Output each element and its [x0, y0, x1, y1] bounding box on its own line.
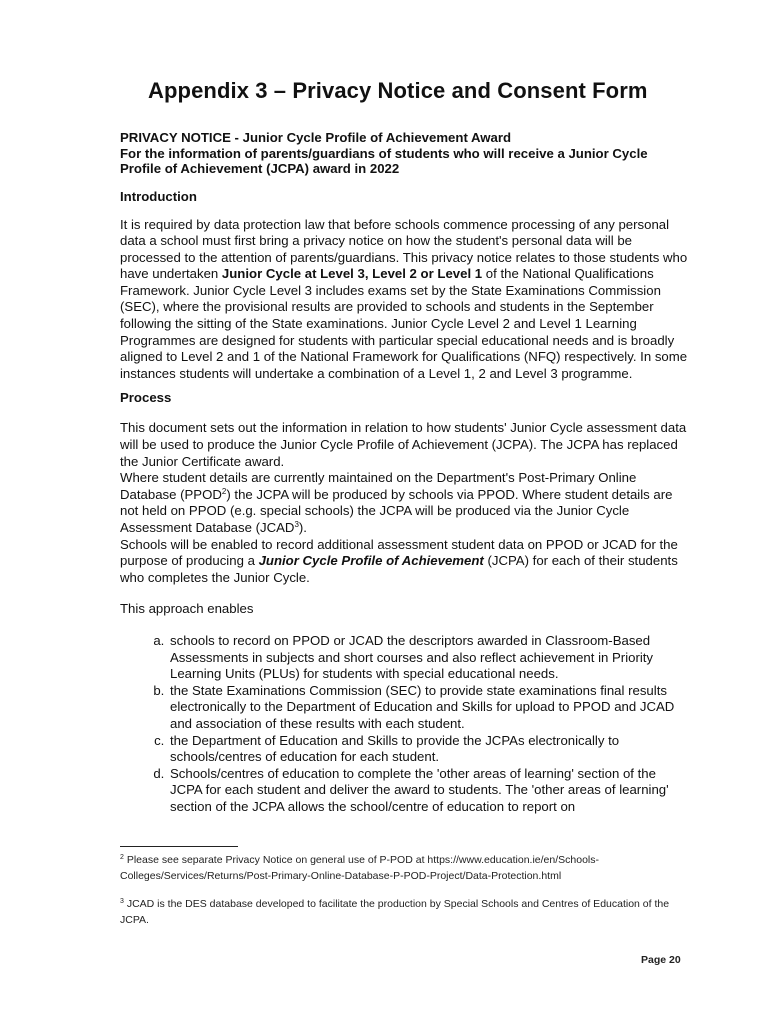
enables-list [120, 633, 688, 816]
list-item: b. the State Examinations Commission (SEC) to provide state examinations final results electronically to the Department of Education and Skills for upload to PPOD and JCAD and association of these results with each student. [168, 683, 688, 733]
process-body [120, 420, 688, 586]
privacy-notice-heading: PRIVACY NOTICE - Junior Cycle Profile of Achievement Award [120, 130, 512, 145]
privacy-notice-subheading: For the information of parents/guardians of students who will receive a Junior Cycle Profile of Achievement (JCPA) award in 2022 [120, 145, 648, 176]
footnote-3: $^3$ JCAD is the DES database developed to facilitate the production by Special Schools and Centres of Education of the JCPA. [120, 898, 670, 926]
footnotes [120, 852, 700, 928]
approach-enables-text: This approach enables [120, 601, 254, 617]
footnote-divider [120, 846, 238, 847]
document-body [120, 130, 688, 816]
footnote-ref-2: 2 [221, 486, 227, 496]
list-item: a. schools to record on PPOD or JCAD the descriptors awarded in Classroom-Based Assessments in subjects and short courses and also reflect achievement in Priority Learning Units (PLUs) for students with special educational needs. [168, 633, 688, 683]
junior-cycle-levels: Junior Cycle at Level 3, Level 2 or Level 1 [221, 266, 483, 282]
process-heading: Process [120, 390, 172, 406]
list-item: c. the Department of Education and Skills to provide the JCPAs electronically to schools/centres of education for each student. [168, 733, 688, 766]
footnote-2: $^2$ Please see separate Privacy Notice on general use of P-POD at https://www.education.ie/en/Schools-Colleges/Services/Returns/Post-Primary-Online-Database-P-POD-Project/Data-Protection.html [120, 854, 599, 882]
introduction-paragraph: It is required by data protection law that before schools commence processing of any personal data a school must first bring a privacy notice on how the student's personal data will be processed to the attention of parents/guardians. This privacy notice relates to those students who have undertaken Junior Cycle at Level 3, Level 2 or Level 1 of the National Qualifications Framework. Junior Cycle Level 3 includes exams set by the State Examinations Commission (SEC), where the provisional results are provided to schools and students in the September following the sitting of the State examinations. Junior Cycle Level 2 and Level 1 Learning Programmes are designed for students with particular special educational needs and is broadly aligned to Level 2 and 1 of the National Framework for Qualifications (NFQ) respectively. In some instances students will undertake a combination of a Level 1, 2 and Level 3 programme. [120, 216, 688, 381]
footnote-ref-3: 3 [294, 520, 299, 529]
list-item: d. Schools/centres of education to complete the 'other areas of learning' section of the JCPA for each student and deliver the award to students. The 'other areas of learning' section of the JCPA allows the school/centre of education to report on [168, 766, 688, 816]
process-paragraph-1: This document sets out the information in relation to how students' Junior Cycle assessment data will be used to produce the Junior Cycle Profile of Achievement (JCPA). The JCPA has replaced the Junior Certificate award. [120, 420, 687, 469]
page-title: Appendix 3 – Privacy Notice and Consent Form [148, 78, 648, 103]
page-number: Page 20 [641, 954, 681, 966]
introduction-heading: Introduction [120, 188, 197, 204]
process-paragraph-3: Schools will be enabled to record additional assessment student data on PPOD or JCAD for the purpose of producing a Junior Cycle Profile of Achievement (JCPA) for each of their students who completes the Junior Cycle. [120, 536, 678, 585]
process-paragraph-2: Where student details are currently maintained on the Department's Post-Primary Online Database (PPOD$^2$) the JCPA will be produced by schools via PPOD. Where student details are not held on PPOD (e.g. special schools) the JCPA will be produced via the Junior Cycle Assessment Database (JCAD$^3$). [120, 470, 673, 535]
jcpa-emphasis: Junior Cycle Profile of Achievement [258, 553, 484, 569]
